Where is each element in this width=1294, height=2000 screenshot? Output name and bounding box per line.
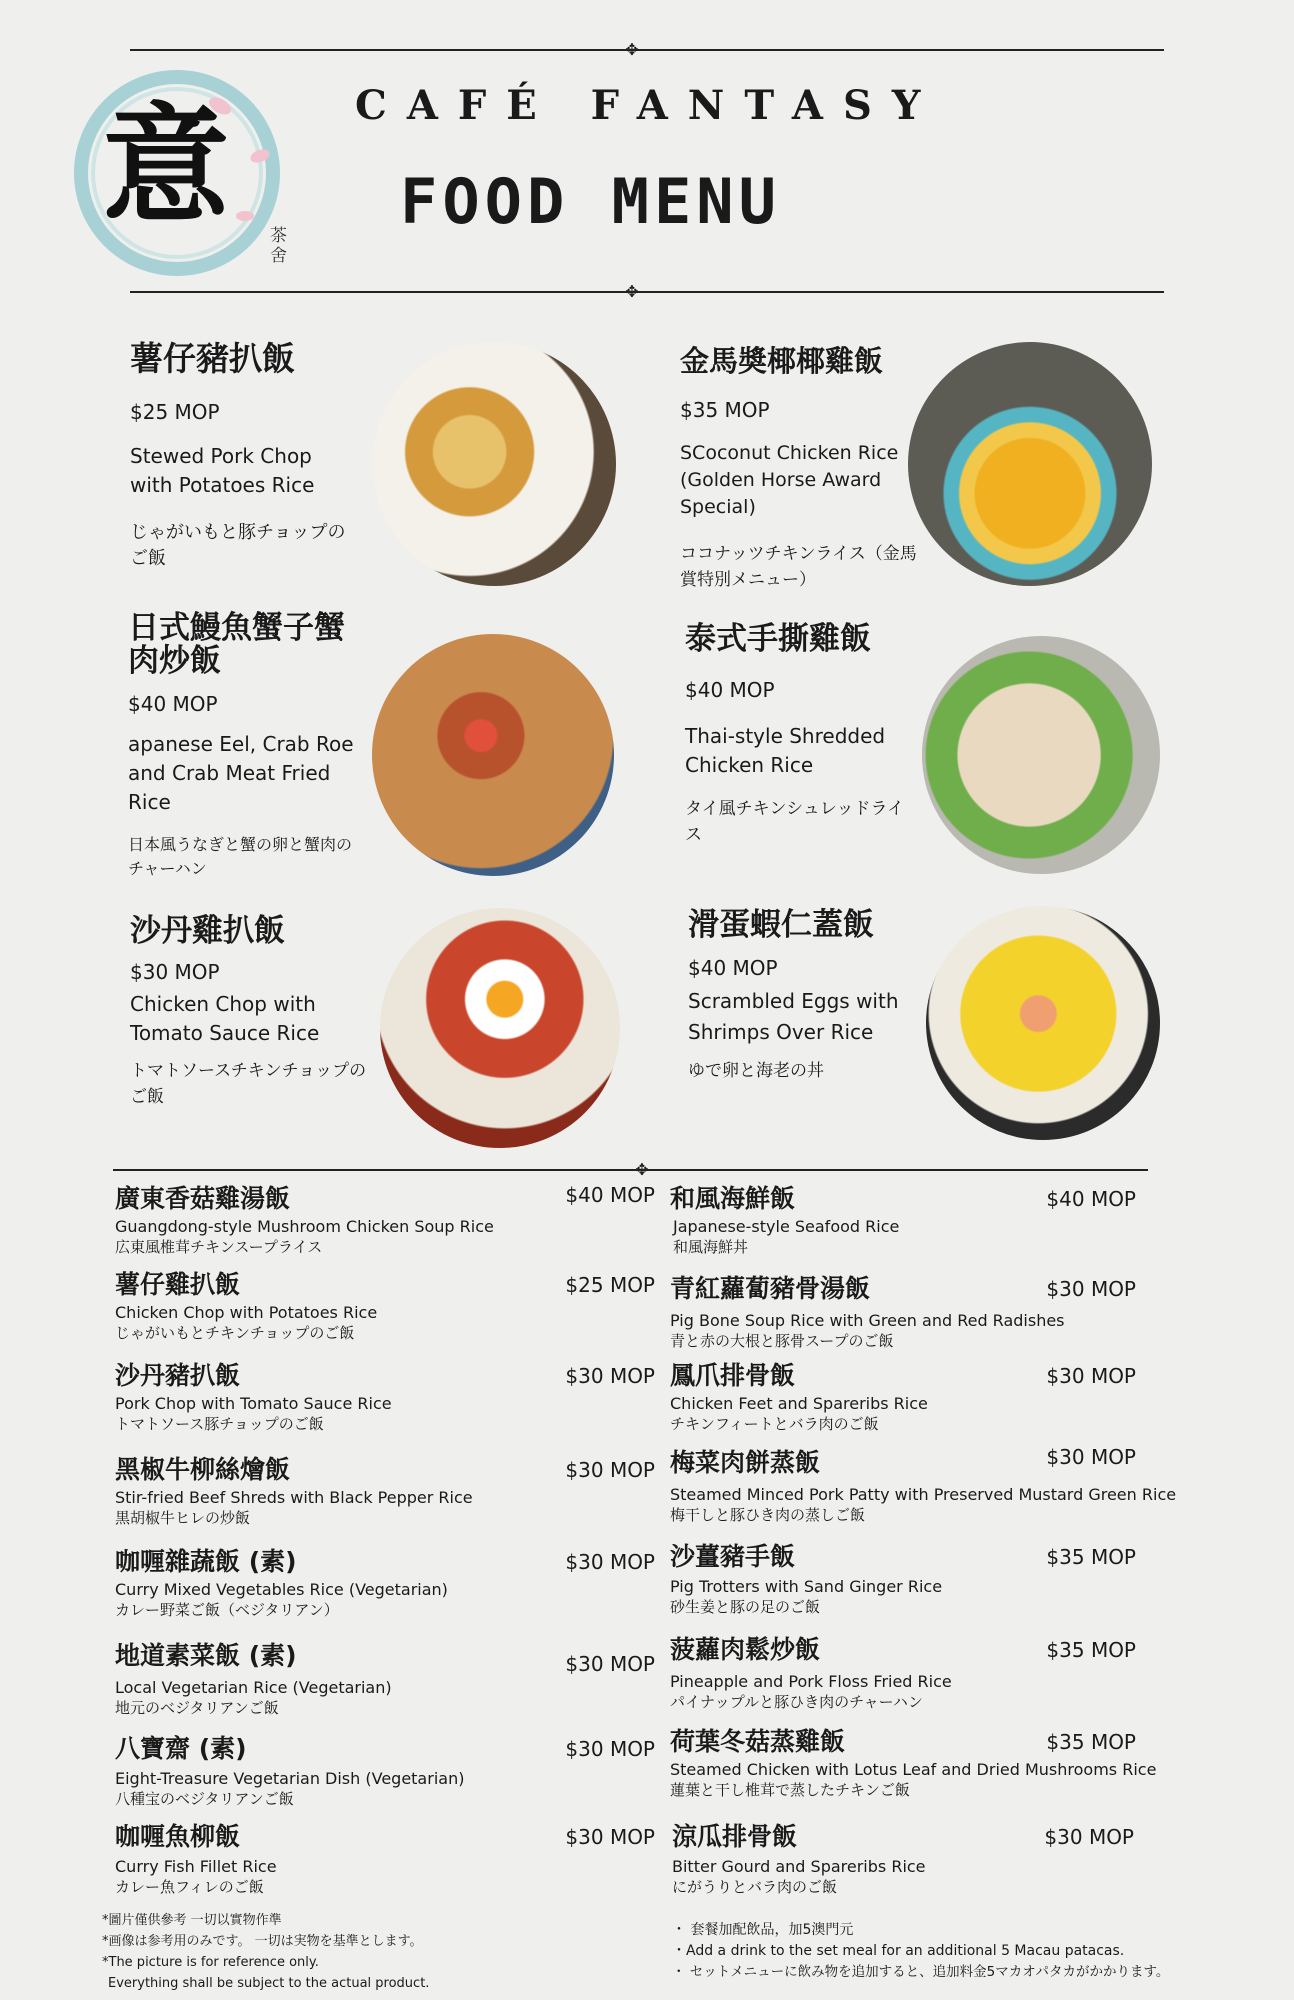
- item-price: $25 MOP: [565, 1273, 655, 1297]
- disclaimer-line: Everything shall be subject to the actual product.: [108, 1976, 430, 1991]
- item-japanese: トマトソース豚チョップのご飯: [115, 1415, 324, 1433]
- item-japanese: 蓮葉と干し椎茸で蒸したチキンご飯: [670, 1781, 910, 1799]
- menu-item: [670, 1361, 1236, 1434]
- dish-photo: [926, 906, 1160, 1140]
- dish-english: apanese Eel, Crab Roe and Crab Meat Fried Rice: [128, 732, 354, 814]
- dish-price: $25 MOP: [130, 400, 220, 424]
- dish-japanese: タイ風チキンシュレッドライス: [685, 799, 905, 845]
- item-name: 廣東香菇雞湯飯: [115, 1184, 291, 1213]
- dish-english: Thai-style Shredded Chicken Rice: [685, 724, 886, 777]
- item-name: 菠蘿肉鬆炒飯: [670, 1635, 821, 1664]
- menu-item: [115, 1734, 655, 1809]
- item-english: Pineapple and Pork Floss Fried Rice: [670, 1672, 952, 1691]
- dish-english: SCoconut Chicken Rice (Golden Horse Award Special): [680, 442, 899, 518]
- menu-item: [670, 1727, 1236, 1800]
- disclaimer-line: *The picture is for reference only.: [102, 1955, 319, 1970]
- item-name: 青紅蘿蔔豬骨湯飯: [670, 1274, 871, 1303]
- ornament-icon: ✥: [625, 282, 639, 301]
- menu-item: [115, 1183, 655, 1257]
- featured-dish: [680, 342, 920, 593]
- disclaimer-line: *圖片僅供參考 一切以實物作準: [102, 1913, 282, 1928]
- dish-photo: [372, 342, 616, 586]
- dish-name: 泰式手撕雞飯: [685, 621, 871, 657]
- dish-photo: [372, 634, 614, 876]
- dish-english: Stewed Pork Chop with Potatoes Rice: [130, 444, 315, 497]
- item-english: Pig Bone Soup Rice with Green and Red Radishes: [670, 1311, 1065, 1330]
- item-name: 八寶齋 (素): [115, 1734, 247, 1763]
- item-english: Chicken Feet and Spareribs Rice: [670, 1394, 928, 1413]
- item-price: $30 MOP: [1044, 1825, 1134, 1849]
- dish-photo: [380, 908, 620, 1148]
- item-price: $35 MOP: [1046, 1730, 1136, 1754]
- item-english: Curry Mixed Vegetables Rice (Vegetarian): [115, 1580, 448, 1599]
- item-english: Steamed Chicken with Lotus Leaf and Dried Mushrooms Rice: [670, 1760, 1157, 1779]
- item-japanese: カレー魚フィレのご飯: [115, 1878, 264, 1896]
- item-english: Bitter Gourd and Spareribs Rice: [672, 1857, 926, 1876]
- featured-dish: [130, 340, 350, 572]
- menu-title: FOOD MENU: [400, 165, 781, 238]
- header-bottom-rule: [130, 291, 1164, 293]
- item-price: $30 MOP: [565, 1652, 655, 1676]
- featured-dish: [685, 620, 915, 848]
- dish-photo: [922, 636, 1160, 874]
- dish-japanese: トマトソースチキンチョップのご飯: [130, 1061, 367, 1107]
- menu-item: [115, 1455, 655, 1528]
- menu-item: [672, 1822, 1236, 1897]
- item-japanese: 八種宝のベジタリアンご飯: [115, 1790, 294, 1808]
- item-japanese: カレー野菜ご飯（ベジタリアン）: [115, 1601, 339, 1619]
- item-english: Japanese-style Seafood Rice: [673, 1217, 900, 1236]
- item-price: $30 MOP: [1046, 1277, 1136, 1301]
- item-price: $30 MOP: [1046, 1445, 1136, 1469]
- logo: [70, 66, 287, 280]
- item-japanese: 和風海鮮丼: [673, 1238, 749, 1256]
- item-japanese: にがうりとバラ肉のご飯: [672, 1878, 838, 1896]
- menu-item: [115, 1270, 655, 1343]
- dish-english: Chicken Chop with Tomato Sauce Rice: [130, 992, 320, 1045]
- dish-price: $40 MOP: [128, 692, 218, 716]
- menu-item: [115, 1822, 655, 1897]
- item-japanese: 広東風椎茸チキンスープライス: [115, 1238, 323, 1256]
- item-price: $40 MOP: [1046, 1187, 1136, 1211]
- menu-item: [115, 1547, 655, 1620]
- item-name: 沙薑豬手飯: [670, 1542, 796, 1571]
- item-name: 荷葉冬菇蒸雞飯: [670, 1727, 846, 1756]
- disclaimer-notes: [102, 1910, 562, 1994]
- dish-english: Scrambled Eggs with Shrimps Over Rice: [688, 989, 899, 1044]
- menu-item: [670, 1542, 1236, 1617]
- item-price: $30 MOP: [565, 1825, 655, 1849]
- dish-japanese: ゆで卵と海老の丼: [688, 1061, 824, 1081]
- item-english: Curry Fish Fillet Rice: [115, 1857, 277, 1876]
- ornament-icon: ✥: [635, 1160, 649, 1179]
- item-price: $35 MOP: [1046, 1545, 1136, 1569]
- item-price: $35 MOP: [1046, 1638, 1136, 1662]
- dish-japanese: じゃがいもと豚チョップのご飯: [130, 522, 346, 569]
- featured-dish: [128, 612, 358, 881]
- item-name: 咖喱雜蔬飯 (素): [115, 1547, 297, 1576]
- item-english: Chicken Chop with Potatoes Rice: [115, 1303, 378, 1322]
- dish-price: $30 MOP: [130, 960, 220, 984]
- item-japanese: 黒胡椒牛ヒレの炒飯: [115, 1509, 251, 1527]
- menu-item: [115, 1361, 655, 1434]
- item-japanese: 青と赤の大根と豚骨スープのご飯: [670, 1332, 894, 1350]
- menu-item: [670, 1635, 1236, 1712]
- dish-japanese: 日本風うなぎと蟹の卵と蟹肉のチャーハン: [128, 835, 353, 878]
- item-name: 涼瓜排骨飯: [672, 1822, 798, 1851]
- dish-name: 沙丹雞扒飯: [130, 913, 285, 949]
- item-price: $30 MOP: [1046, 1364, 1136, 1388]
- logo-character: 意: [102, 91, 231, 241]
- item-name: 沙丹豬扒飯: [115, 1361, 241, 1390]
- item-name: 薯仔雞扒飯: [115, 1270, 241, 1299]
- list-divider-rule: [113, 1169, 1148, 1171]
- set-meal-notes: [672, 1920, 1292, 1983]
- dish-price: $35 MOP: [680, 398, 770, 422]
- menu-item: [670, 1274, 1236, 1351]
- item-english: Pork Chop with Tomato Sauce Rice: [115, 1394, 392, 1413]
- top-rule: [130, 49, 1164, 51]
- item-price: $40 MOP: [565, 1183, 655, 1207]
- menu-item: [670, 1445, 1236, 1525]
- cafe-name: CAFÉ FANTASY: [355, 82, 941, 129]
- dish-price: $40 MOP: [688, 956, 778, 980]
- item-price: $30 MOP: [565, 1458, 655, 1482]
- dish-price: $40 MOP: [685, 678, 775, 702]
- item-name: 黑椒牛柳絲燴飯: [115, 1455, 291, 1484]
- item-english: Local Vegetarian Rice (Vegetarian): [115, 1678, 392, 1697]
- item-name: 梅菜肉餅蒸飯: [670, 1448, 821, 1477]
- item-english: Pig Trotters with Sand Ginger Rice: [670, 1577, 943, 1596]
- item-name: 和風海鮮飯: [670, 1184, 796, 1213]
- dish-name: 日式鰻魚蟹子蟹肉炒飯: [128, 610, 345, 679]
- item-english: Guangdong-style Mushroom Chicken Soup Rice: [115, 1217, 494, 1236]
- item-japanese: 地元のベジタリアンご飯: [115, 1699, 279, 1717]
- disclaimer-line: *画像は参考用のみです。 一切は実物を基準とします。: [102, 1934, 423, 1949]
- item-price: $30 MOP: [565, 1550, 655, 1574]
- item-name: 鳳爪排骨飯: [670, 1361, 796, 1390]
- item-price: $30 MOP: [565, 1737, 655, 1761]
- item-japanese: 梅干しと豚ひき肉の蒸しご飯: [670, 1506, 866, 1524]
- item-japanese: パイナップルと豚ひき肉のチャーハン: [670, 1693, 923, 1711]
- menu-item: [670, 1184, 1236, 1257]
- set-meal-line: ・Add a drink to the set meal for an additional 5 Macau patacas.: [672, 1943, 1125, 1959]
- item-english: Stir-fried Beef Shreds with Black Pepper Rice: [115, 1488, 473, 1507]
- featured-dish: [688, 906, 918, 1084]
- item-name: 地道素菜飯 (素): [115, 1641, 297, 1670]
- dish-name: 薯仔豬扒飯: [130, 339, 295, 378]
- set-meal-line: ・ セットメニューに飲み物を追加すると、追加料金5マカオパタカがかかります。: [672, 1964, 1170, 1980]
- item-japanese: チキンフィートとバラ肉のご飯: [670, 1415, 879, 1433]
- dish-name: 金馬奬椰椰雞飯: [680, 344, 884, 378]
- dish-photo: [908, 342, 1152, 586]
- logo-subtext: 茶舍: [270, 226, 287, 266]
- featured-dish: [130, 912, 370, 1110]
- item-price: $30 MOP: [565, 1364, 655, 1388]
- dish-japanese: ココナッツチキンライス（金馬賞特別メニュー）: [680, 544, 917, 590]
- item-english: Eight-Treasure Vegetarian Dish (Vegetarian): [115, 1769, 465, 1788]
- item-name: 咖喱魚柳飯: [115, 1822, 241, 1851]
- menu-item: [115, 1641, 655, 1718]
- item-japanese: じゃがいもとチキンチョップのご飯: [115, 1324, 355, 1342]
- item-english: Steamed Minced Pork Patty with Preserved Mustard Green Rice: [670, 1485, 1177, 1504]
- set-meal-line: ・ 套餐加配飲品，加5澳門元: [672, 1922, 854, 1938]
- dish-name: 滑蛋蝦仁蓋飯: [688, 907, 874, 943]
- ornament-icon: ✥: [625, 40, 639, 59]
- item-japanese: 砂生姜と豚の足のご飯: [670, 1598, 821, 1616]
